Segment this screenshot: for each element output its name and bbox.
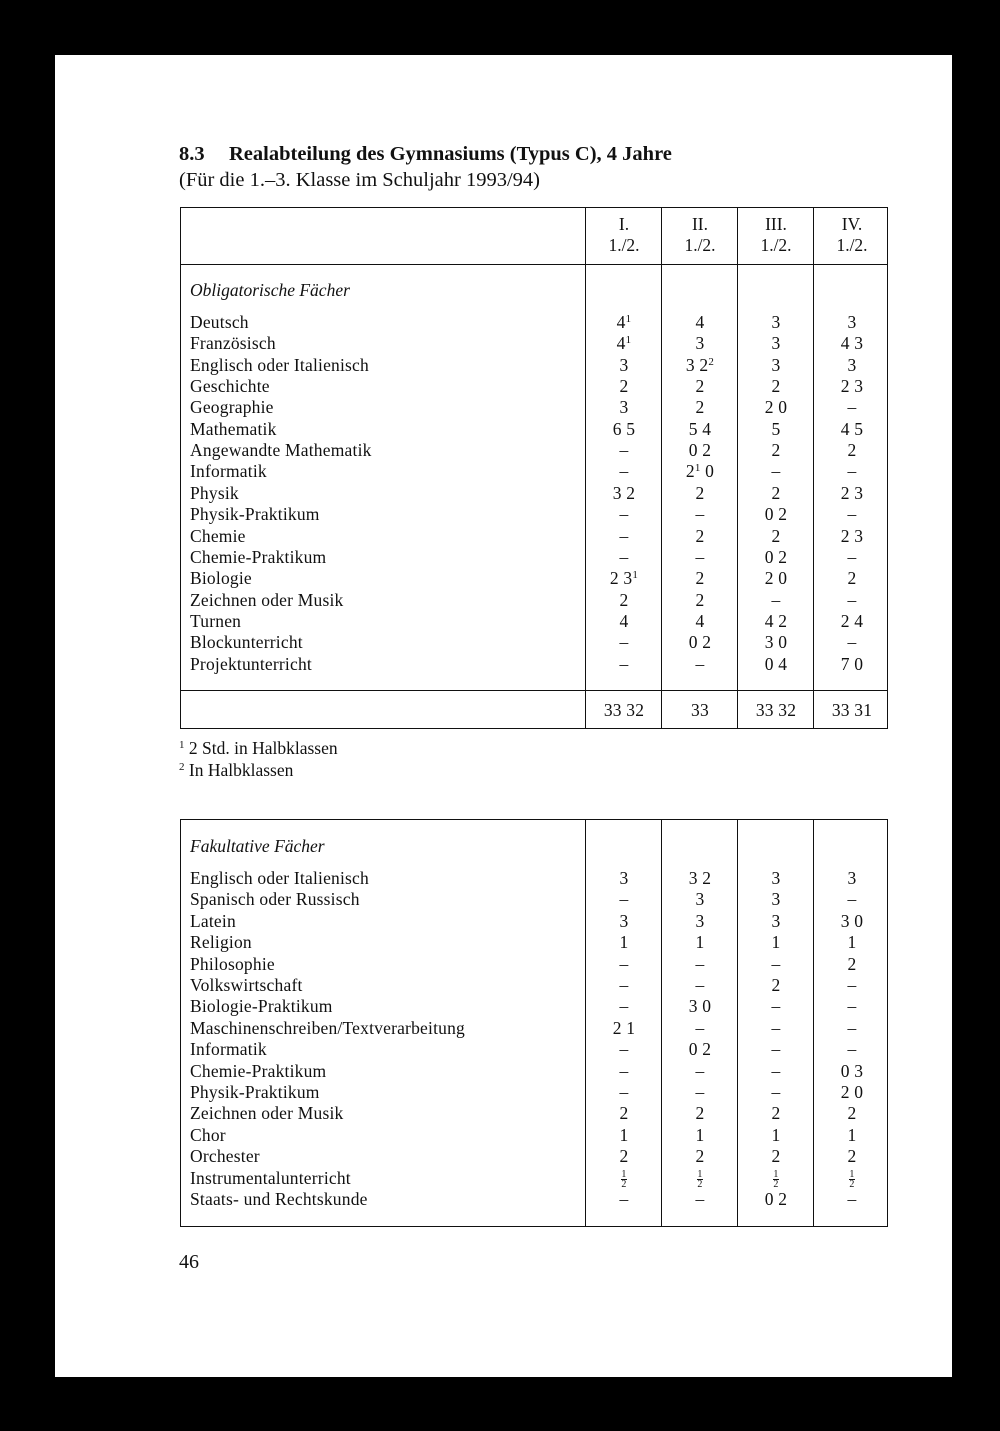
hours-cell: 2 <box>847 1103 857 1124</box>
hours-cell: 5 4 <box>688 418 712 439</box>
table-row <box>181 1082 887 1103</box>
column-grade: I. <box>618 214 630 234</box>
hours-cell: 3 <box>847 868 857 888</box>
hours-cell: 2 <box>847 568 857 589</box>
page-number: 46 <box>179 1251 199 1273</box>
total-cell: 33 32 <box>755 700 797 720</box>
subject-name: Maschinenschreiben/Textverarbeitung <box>190 1017 465 1038</box>
hours-cell: – <box>619 546 629 567</box>
hours-cell: 2 <box>695 482 705 503</box>
footnote-2: $^2$ In Halbklassen <box>179 760 294 780</box>
table-row <box>181 1039 887 1060</box>
section-number: 8.3 <box>179 143 205 165</box>
subject-name: Staats- und Rechtskunde <box>190 1189 368 1209</box>
hours-cell: 5 <box>771 418 781 439</box>
hours-cell: – <box>619 889 629 910</box>
subject-name: Informatik <box>190 1039 267 1060</box>
column-semester: 1./2. <box>608 235 640 255</box>
hours-cell: 2 <box>695 397 705 418</box>
table-row <box>181 1189 887 1210</box>
subject-name: Spanisch oder Russisch <box>190 889 360 910</box>
table-row <box>181 590 887 611</box>
hours-cell: 3 <box>619 910 629 931</box>
subject-name: Physik-Praktikum <box>190 504 320 525</box>
hours-cell: 4 <box>619 610 629 631</box>
column-grade: II. <box>691 214 709 234</box>
obligatory-subjects-table <box>180 207 888 729</box>
hours-cell: – <box>619 996 629 1017</box>
table-row <box>181 419 887 440</box>
hours-cell: – <box>847 996 857 1017</box>
subject-name: Biologie <box>190 568 252 589</box>
hours-cell: – <box>847 397 857 418</box>
subject-name: Biologie-Praktikum <box>190 996 333 1017</box>
hours-cell: 0 2 <box>688 1039 712 1060</box>
column-grade: IV. <box>841 214 863 234</box>
hours-cell: 3 0 <box>840 910 864 931</box>
hours-cell: 4 <box>695 610 705 631</box>
table-row <box>181 526 887 547</box>
hours-cell: 2 3 <box>840 376 864 397</box>
hours-cell: 3 <box>695 333 705 354</box>
category-label: Obligatorische Fächer <box>190 280 350 300</box>
hours-cell: 3 <box>771 868 781 888</box>
subject-name: Geschichte <box>190 376 270 397</box>
hours-cell: 0 2 <box>764 504 788 525</box>
hours-cell: 2 <box>771 1146 781 1167</box>
hours-cell: 3 <box>695 910 705 931</box>
hours-cell: 3 <box>771 333 781 354</box>
column-semester: 1./2. <box>836 235 868 255</box>
hours-cell: 1 <box>695 932 705 953</box>
hours-cell: 0 2 <box>688 632 712 653</box>
hours-cell: 7 0 <box>840 653 864 674</box>
table-row <box>181 376 887 397</box>
table-row <box>181 355 887 376</box>
hours-cell: 3 <box>619 397 629 418</box>
hours-cell: 2 3 <box>840 482 864 503</box>
hours-cell: – <box>619 1082 629 1102</box>
table-row <box>181 954 887 975</box>
hours-cell: – <box>847 1189 857 1209</box>
hours-cell: 2 3 <box>840 525 864 546</box>
subject-name: Chemie-Praktikum <box>190 1060 327 1081</box>
hours-cell: 3 $2^2$ <box>685 354 715 375</box>
table-row <box>181 1061 887 1082</box>
subject-name: Mathematik <box>190 418 277 439</box>
subject-name: Instrumentalunterricht <box>190 1167 351 1188</box>
table-row <box>181 911 887 932</box>
hours-cell: 2 $3^1$ <box>609 568 639 589</box>
hours-cell: – <box>847 1039 857 1060</box>
section-title: Realabteilung des Gymnasiums (Typus C), 4 Jahre <box>229 143 672 165</box>
subject-name: Informatik <box>190 461 267 482</box>
subject-name: Orchester <box>190 1146 260 1167</box>
hours-cell: $\frac{1}{2}$ <box>697 1168 703 1190</box>
category-label: Fakultative Fächer <box>190 836 325 856</box>
hours-cell: 3 <box>695 889 705 910</box>
hours-cell: 3 <box>847 312 857 332</box>
column-header <box>662 214 738 256</box>
hours-cell: 2 <box>695 1103 705 1124</box>
subject-name: Chemie <box>190 525 246 546</box>
hours-cell: – <box>771 589 781 610</box>
hours-cell: – <box>695 953 705 974</box>
hours-cell: 0 4 <box>764 653 788 674</box>
hours-cell: – <box>847 632 857 653</box>
hours-cell: 2 <box>695 1146 705 1167</box>
hours-cell: 2 <box>771 482 781 503</box>
hours-cell: – <box>771 461 781 482</box>
subject-name: Zeichnen oder Musik <box>190 1103 344 1124</box>
hours-cell: 1 <box>771 932 781 953</box>
hours-cell: 6 5 <box>612 418 636 439</box>
subject-name: Religion <box>190 932 252 953</box>
subject-name: Physik <box>190 482 239 503</box>
hours-cell: 2 <box>695 568 705 589</box>
hours-cell: – <box>771 1082 781 1102</box>
section-heading <box>179 141 672 167</box>
hours-cell: 3 2 <box>688 868 712 888</box>
hours-cell: 2 <box>619 1103 629 1124</box>
hours-cell: 3 0 <box>764 632 788 653</box>
hours-cell: 2 <box>695 376 705 397</box>
hours-cell: 2 <box>771 975 781 995</box>
table-row <box>181 1125 887 1146</box>
hours-cell: 3 0 <box>688 996 712 1017</box>
table-row <box>181 397 887 418</box>
total-cell: 33 <box>691 700 709 720</box>
subject-name: Physik-Praktikum <box>190 1082 320 1102</box>
hours-cell: – <box>847 546 857 567</box>
hours-cell: 2 <box>771 376 781 397</box>
hours-cell: 4 <box>695 312 705 332</box>
subject-name: Projektunterricht <box>190 653 312 674</box>
hours-cell: 2 <box>619 589 629 610</box>
hours-cell: 2 <box>847 440 857 461</box>
hours-cell: – <box>619 975 629 995</box>
subject-name: Englisch oder Italienisch <box>190 868 369 888</box>
hours-cell: 2 <box>619 376 629 397</box>
subject-name: Französisch <box>190 333 276 354</box>
table-row <box>181 504 887 525</box>
hours-cell: 0 2 <box>688 440 712 461</box>
hours-cell: – <box>695 653 705 674</box>
hours-cell: 2 <box>619 1146 629 1167</box>
table-row <box>181 1018 887 1039</box>
table-row <box>181 568 887 589</box>
subject-name: Latein <box>190 910 236 931</box>
hours-cell: 2 4 <box>840 610 864 631</box>
table-row <box>181 547 887 568</box>
hours-cell: – <box>619 953 629 974</box>
column-grade: III. <box>765 214 787 234</box>
hours-cell: – <box>619 1060 629 1081</box>
table-row <box>181 461 887 482</box>
column-semester: 1./2. <box>760 235 792 255</box>
hours-cell: – <box>847 461 857 482</box>
hours-cell: $4^1$ <box>616 312 632 332</box>
table-row <box>181 654 887 675</box>
table-row <box>181 611 887 632</box>
table-row <box>181 1168 887 1189</box>
hours-cell: – <box>771 996 781 1017</box>
subject-name: Zeichnen oder Musik <box>190 589 344 610</box>
hours-cell: 1 <box>695 1124 705 1145</box>
document-page <box>55 55 952 1377</box>
hours-cell: $2^1$ 0 <box>685 461 715 482</box>
hours-cell: – <box>619 440 629 461</box>
hours-cell: 2 <box>847 1146 857 1167</box>
hours-cell: – <box>619 461 629 482</box>
hours-cell: – <box>695 1017 705 1038</box>
hours-cell: – <box>847 504 857 525</box>
hours-cell: 1 <box>771 1124 781 1145</box>
column-semester: 1./2. <box>684 235 716 255</box>
hours-cell: – <box>771 1017 781 1038</box>
hours-cell: 3 <box>771 910 781 931</box>
table-row <box>181 1146 887 1167</box>
hours-cell: 4 5 <box>840 418 864 439</box>
hours-cell: – <box>619 653 629 674</box>
hours-cell: – <box>847 1017 857 1038</box>
hours-cell: 0 3 <box>840 1060 864 1081</box>
hours-cell: 3 <box>771 354 781 375</box>
hours-cell: 1 <box>619 932 629 953</box>
section-subheading: (Für die 1.–3. Klasse im Schuljahr 1993/94) <box>179 169 540 191</box>
hours-cell: – <box>847 589 857 610</box>
hours-cell: – <box>695 975 705 995</box>
hours-cell: – <box>695 1082 705 1102</box>
subject-name: Angewandte Mathematik <box>190 440 372 461</box>
subject-name: Volkswirtschaft <box>190 975 303 995</box>
hours-cell: 2 0 <box>840 1082 864 1102</box>
hours-cell: 2 <box>695 525 705 546</box>
hours-cell: 2 <box>695 589 705 610</box>
hours-cell: 2 <box>771 1103 781 1124</box>
hours-cell: – <box>695 546 705 567</box>
column-header <box>586 214 662 256</box>
hours-cell: $\frac{1}{2}$ <box>621 1168 627 1190</box>
hours-cell: – <box>771 1039 781 1060</box>
table-row <box>181 333 887 354</box>
column-header <box>738 214 814 256</box>
hours-cell: – <box>847 975 857 995</box>
table-row <box>181 889 887 910</box>
table-row <box>181 632 887 653</box>
hours-cell: 2 <box>847 953 857 974</box>
subject-name: Philosophie <box>190 953 275 974</box>
hours-cell: 2 1 <box>612 1017 636 1038</box>
table-row <box>181 932 887 953</box>
hours-cell: 2 0 <box>764 568 788 589</box>
hours-cell: 1 <box>847 932 857 953</box>
subject-name: Deutsch <box>190 312 249 332</box>
hours-cell: 1 <box>619 1124 629 1145</box>
hours-cell: – <box>771 953 781 974</box>
footnote-1: $^1$ 2 Std. in Halbklassen <box>179 738 338 758</box>
hours-cell: 0 2 <box>764 1189 788 1209</box>
subject-name: Englisch oder Italienisch <box>190 354 369 375</box>
total-cell: 33 31 <box>831 700 873 720</box>
column-header <box>814 214 890 256</box>
hours-cell: – <box>695 1060 705 1081</box>
hours-cell: – <box>695 1189 705 1209</box>
subject-name: Chemie-Praktikum <box>190 546 327 567</box>
subject-name: Chor <box>190 1124 226 1145</box>
subject-name: Blockunterricht <box>190 632 303 653</box>
hours-cell: 4 2 <box>764 610 788 631</box>
hours-cell: $4^1$ <box>616 333 632 354</box>
table-row <box>181 483 887 504</box>
table-row <box>181 312 887 333</box>
hours-cell: 3 <box>771 889 781 910</box>
hours-cell: 3 <box>619 354 629 375</box>
hours-cell: 2 <box>771 525 781 546</box>
table-row <box>181 975 887 996</box>
hours-cell: 1 <box>847 1124 857 1145</box>
hours-cell: – <box>847 889 857 910</box>
hours-cell: – <box>619 504 629 525</box>
table-row <box>181 868 887 889</box>
hours-cell: 0 2 <box>764 546 788 567</box>
hours-cell: $\frac{1}{2}$ <box>849 1168 855 1190</box>
hours-cell: 3 <box>771 312 781 332</box>
subject-name: Turnen <box>190 610 242 631</box>
subject-name: Geographie <box>190 397 274 418</box>
totals <box>181 700 887 721</box>
hours-cell: 2 <box>771 440 781 461</box>
hours-cell: 4 3 <box>840 333 864 354</box>
hours-cell: 3 <box>847 354 857 375</box>
hours-cell: – <box>619 525 629 546</box>
optional-subjects-table <box>180 819 888 1227</box>
hours-cell: 3 2 <box>612 482 636 503</box>
hours-cell: $\frac{1}{2}$ <box>773 1168 779 1190</box>
hours-cell: – <box>695 504 705 525</box>
hours-cell: – <box>619 1039 629 1060</box>
hours-cell: – <box>619 1189 629 1209</box>
total-cell: 33 32 <box>603 700 645 720</box>
hours-cell: 2 0 <box>764 397 788 418</box>
table-row <box>181 1103 887 1124</box>
hours-cell: – <box>619 632 629 653</box>
table-row <box>181 996 887 1017</box>
hours-cell: – <box>771 1060 781 1081</box>
table-row <box>181 440 887 461</box>
hours-cell: 3 <box>619 868 629 888</box>
